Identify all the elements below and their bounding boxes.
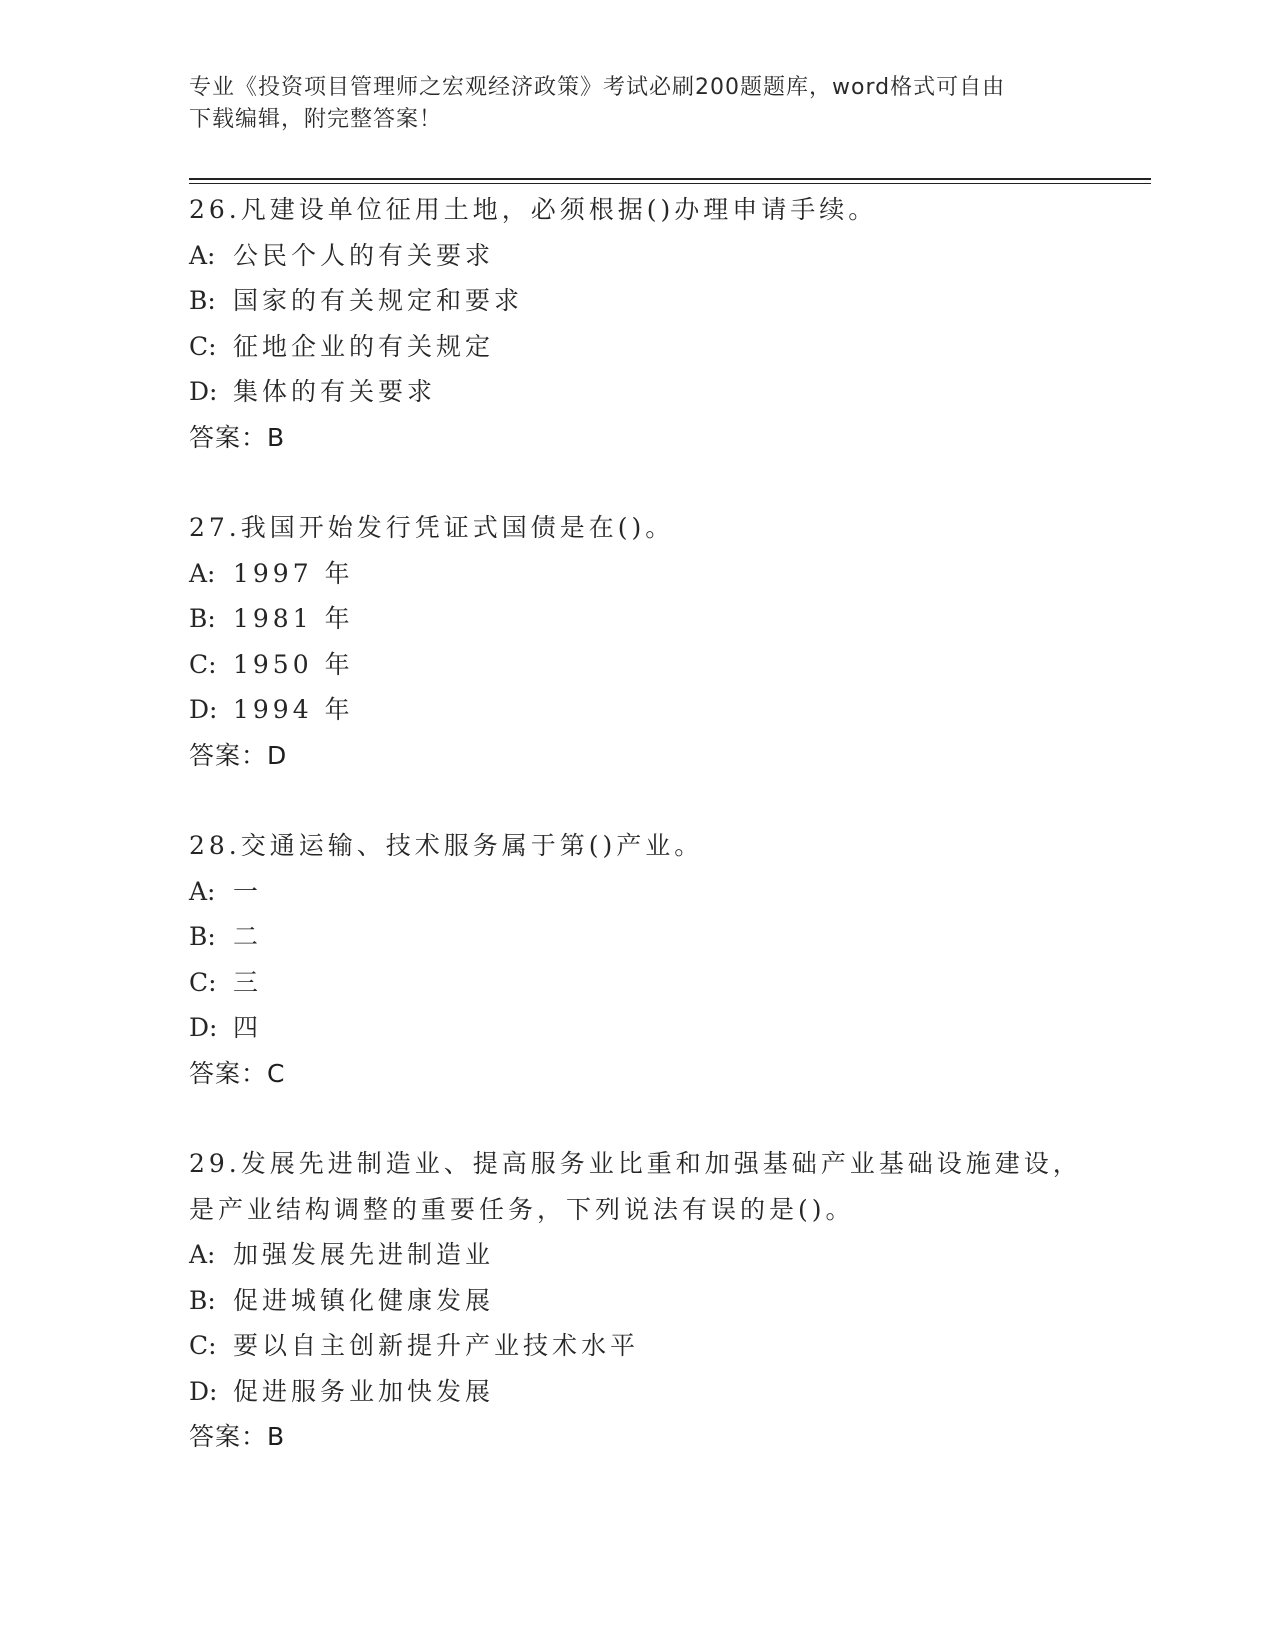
option-letter: D: — [189, 377, 218, 406]
option-b — [189, 596, 1089, 642]
header-line-1: 专业《投资项目管理师之宏观经济政策》考试必刷200题题库，word格式可自由 — [189, 75, 1006, 100]
option-a — [189, 551, 1089, 597]
option-d — [189, 687, 1089, 733]
option-d — [189, 369, 1089, 415]
option-letter: D: — [189, 695, 218, 724]
option-c — [189, 324, 1089, 370]
option-d — [189, 1005, 1089, 1051]
option-text: 二 — [233, 922, 263, 951]
option-letter: C: — [189, 649, 217, 679]
option-text: 公民个人的有关要求 — [233, 240, 495, 270]
option-letter: A: — [189, 1240, 216, 1269]
header-divider-thick — [189, 178, 1151, 180]
option-text: 1994 年 — [233, 695, 354, 724]
option-text: 国家的有关规定和要求 — [233, 286, 524, 315]
question-28 — [189, 823, 1089, 1096]
question-29 — [189, 1141, 1089, 1460]
option-text: 加强发展先进制造业 — [233, 1240, 495, 1269]
answer-line: 答案：D — [189, 740, 288, 770]
option-letter: A: — [189, 558, 216, 588]
option-letter: C: — [189, 967, 217, 997]
option-text: 1997 年 — [233, 558, 354, 588]
option-text: 1950 年 — [233, 649, 354, 679]
option-letter: B: — [189, 286, 216, 315]
question-stem: 26.凡建设单位征用土地，必须根据()办理申请手续。 — [189, 195, 878, 224]
question-26 — [189, 187, 1089, 460]
option-b — [189, 914, 1089, 960]
option-letter: D: — [189, 1376, 218, 1406]
question-27 — [189, 505, 1089, 778]
answer-line: 答案：B — [189, 422, 286, 452]
question-list — [189, 187, 1089, 1505]
option-letter: B: — [189, 922, 216, 951]
option-letter: A: — [189, 240, 216, 270]
option-a — [189, 1232, 1089, 1278]
option-text: 征地企业的有关规定 — [233, 331, 495, 361]
option-text: 一 — [233, 876, 263, 906]
option-b — [189, 278, 1089, 324]
option-text: 要以自主创新提升产业技术水平 — [233, 1331, 640, 1360]
option-letter: C: — [189, 331, 217, 361]
option-letter: A: — [189, 876, 216, 906]
option-text: 促进城镇化健康发展 — [233, 1285, 495, 1315]
option-letter: D: — [189, 1013, 218, 1042]
option-text: 集体的有关要求 — [233, 377, 437, 406]
header-line-2: 下载编辑，附完整答案！ — [189, 107, 443, 132]
option-text: 1981 年 — [233, 604, 354, 633]
option-b — [189, 1278, 1089, 1324]
option-a — [189, 869, 1089, 915]
option-d — [189, 1369, 1089, 1415]
option-letter: C: — [189, 1331, 217, 1360]
question-stem: 28.交通运输、技术服务属于第()产业。 — [189, 831, 704, 860]
option-c — [189, 1323, 1089, 1369]
option-letter: B: — [189, 604, 216, 633]
question-stem: 29.发展先进制造业、提高服务业比重和加强基础产业基础设施建设，是产业结构调整的重要任务，下列说法有误的是()。 — [189, 1149, 1082, 1224]
option-c — [189, 642, 1089, 688]
option-text: 促进服务业加快发展 — [233, 1376, 495, 1406]
option-text: 四 — [233, 1013, 263, 1042]
option-text: 三 — [233, 967, 263, 997]
question-stem: 27.我国开始发行凭证式国债是在()。 — [189, 513, 675, 542]
option-a — [189, 233, 1089, 279]
document-header — [189, 72, 1089, 136]
option-letter: B: — [189, 1285, 216, 1315]
answer-line: 答案：B — [189, 1422, 286, 1451]
option-c — [189, 960, 1089, 1006]
header-divider-thin — [189, 183, 1151, 184]
answer-line: 答案：C — [189, 1058, 286, 1088]
